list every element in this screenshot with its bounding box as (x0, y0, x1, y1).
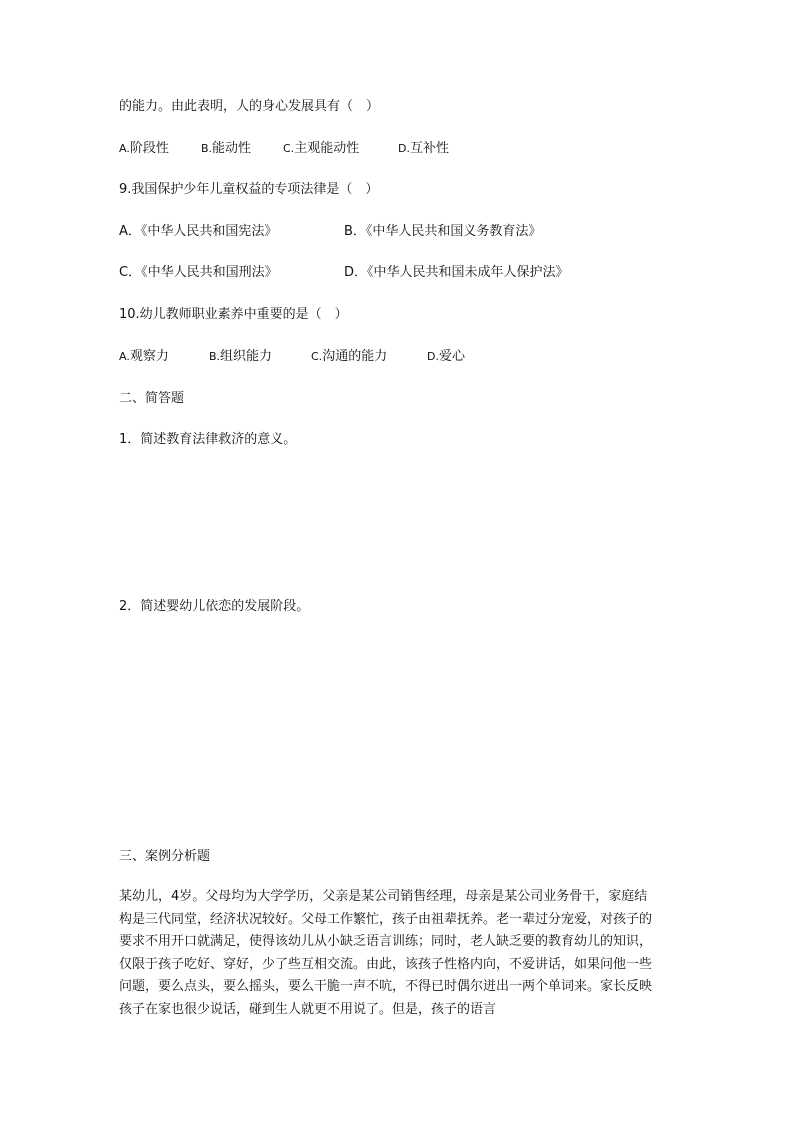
option-key: A. (119, 142, 130, 155)
option-key: A. (119, 350, 130, 363)
q10-option-b[interactable] (209, 347, 272, 367)
q8-option-a[interactable] (119, 139, 169, 159)
option-text: 沟通的能力 (322, 349, 388, 364)
q10-option-d[interactable] (427, 347, 465, 367)
q9-option-a[interactable]: A．《中华人民共和国宪法》 (119, 224, 278, 239)
q10-option-a[interactable] (119, 347, 169, 367)
option-text: 观察力 (129, 349, 169, 364)
option-text: 组织能力 (220, 349, 273, 364)
short-answer-2: 2．简述婴幼儿依恋的发展阶段。 (119, 599, 310, 614)
option-key: C. (283, 142, 295, 155)
section-2-title: 二、简答题 (119, 391, 185, 406)
q10-option-c[interactable] (311, 347, 387, 367)
short-answer-1: 1．简述教育法律救济的意义。 (119, 432, 297, 447)
q10-stem: 10.幼儿教师职业素养中重要的是（ ） (119, 307, 348, 322)
case-paragraph: 某幼儿，4岁。父母均为大学学历，父亲是某公司销售经理，母亲是某公司业务骨干，家庭结构是三代同堂，经济状况较好。父母工作繁忙，孩子由祖辈抚养。老一辈过分宠爱，对孩子的要求不用开口就满足，使得该幼儿从小缺乏语言训练；同时，老人缺乏要的教育幼儿的知识，仅限于孩子吃好、穿好，少了些互相交流。由此，该孩子性格内向，不爱讲话，如果问他一些问题，要么点头，要么摇头，要么干脆一声不吭，不得已时偶尔迸出一两个单词来。家长反映孩子在家也很少说话，碰到生人就更不用说了。但是，孩子的语言 (119, 889, 653, 1017)
section-3-title: 三、案例分析题 (119, 849, 211, 864)
option-key: B. (209, 350, 221, 363)
q9-stem: 9.我国保护少年儿童权益的专项法律是（ ） (119, 182, 379, 197)
option-text: 能动性 (212, 141, 252, 156)
option-key: B. (201, 142, 213, 155)
q8-option-c[interactable] (283, 139, 359, 159)
option-text: 爱心 (438, 349, 465, 364)
q8-option-d[interactable] (398, 139, 449, 159)
q9-option-c[interactable]: C．《中华人民共和国刑法》 (119, 265, 278, 280)
option-text: 主观能动性 (294, 141, 360, 156)
q9-option-d[interactable]: D．《中华人民共和国未成年人保护法》 (344, 265, 569, 280)
option-text: 互补性 (409, 141, 449, 156)
option-key: C. (311, 350, 323, 363)
option-key: D. (398, 142, 410, 155)
q9-option-b[interactable]: B．《中华人民共和国义务教育法》 (344, 224, 542, 239)
option-key: D. (427, 350, 439, 363)
q8-option-b[interactable] (201, 139, 251, 159)
q8-stem-tail: 的能力。由此表明，人的身心发展具有（ ） (119, 99, 380, 114)
option-text: 阶段性 (129, 141, 169, 156)
